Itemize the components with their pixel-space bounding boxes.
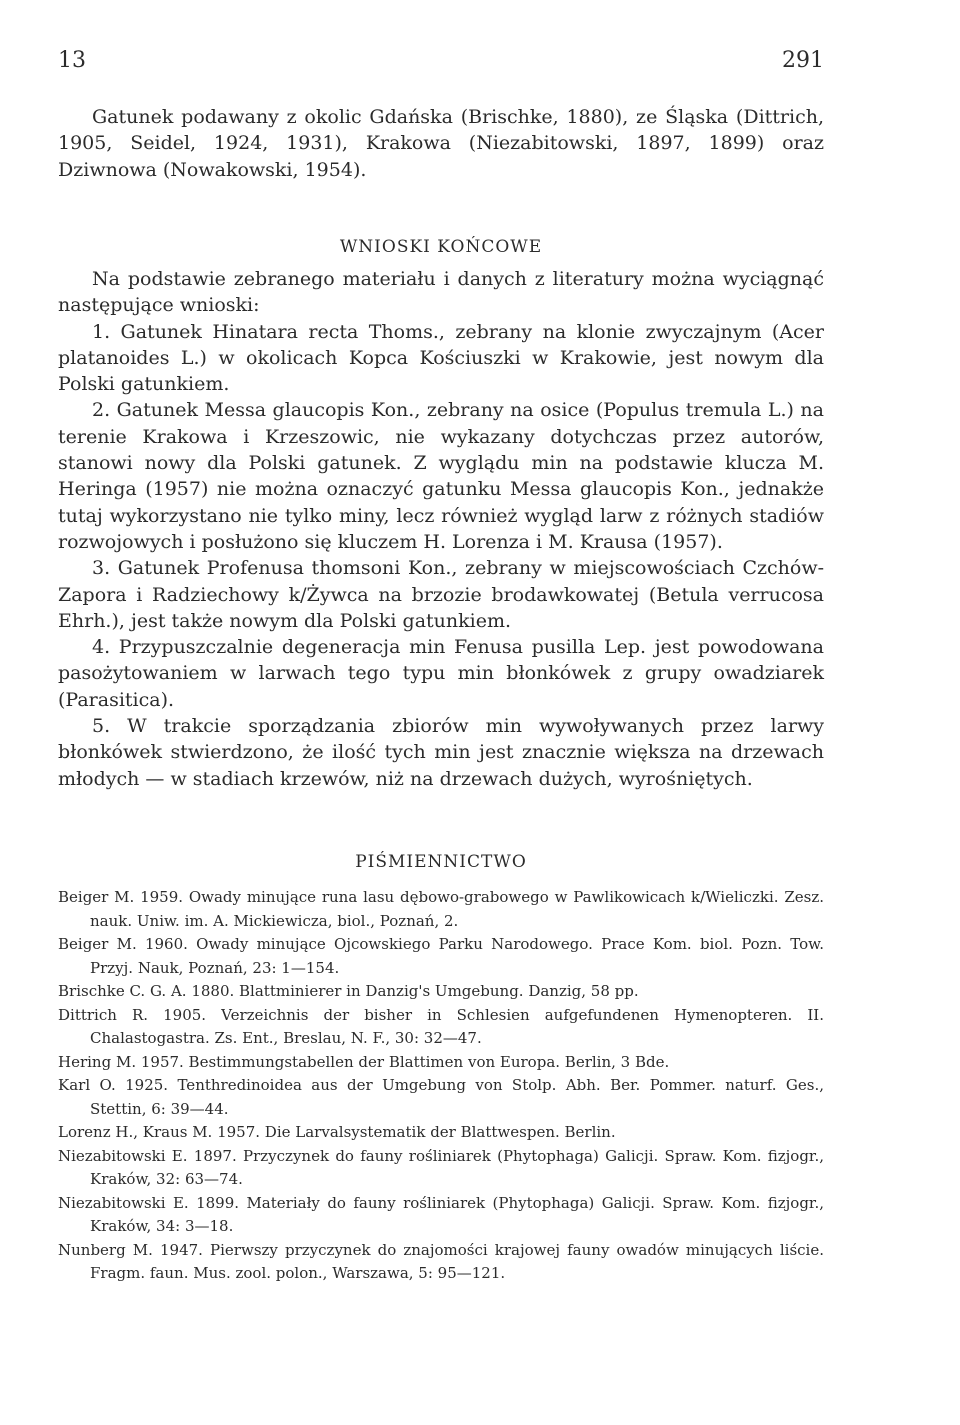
reference-item: Dittrich R. 1905. Verzeichnis der bisher in Schlesien aufgefundenen Hymenopteren. II. Chalastogastra. Zs. Ent., Breslau, N. F., 30: 32—47. [58,1005,824,1047]
reference-list [58,886,824,1286]
reference-item: Niezabitowski E. 1897. Przyczynek do fauny rośliniarek (Phytophaga) Galicji. Spraw. Kom. fizjogr., Kraków, 32: 63—74. [58,1146,824,1188]
reference-item: Niezabitowski E. 1899. Materiały do fauny rośliniarek (Phytophaga) Galicji. Spraw. Kom. fizjogr., Kraków, 34: 3—18. [58,1193,824,1235]
section-heading: WNIOSKI KOŃCOWE [339,237,543,257]
conclusion-item-5: 5. W trakcie sporządzania zbiorów min wywoływanych przez larwy błonkówek stwierdzono, że ilość tych min jest znacznie większa na drzewach młodych — w stadiach krzewów, niż na drzewach dużych, wyrośniętych. [58,715,824,790]
conclusion-item-2: 2. Gatunek Messa glaucopis Kon., zebrany na osice (Populus tremula L.) na terenie Krakowa i Krzeszowic, nie wykazany dotychczas przez autorów, stanowi nowy dla Polski gatunek. Z wyglądu min na podstawie klucza M. Heringa (1957) nie można oznaczyć gatunku Messa glaucopis Kon., jednakże tutaj wykorzystano nie tylko miny, lecz również wygląd larw z różnych stadiów rozwojowych i posłużono się kluczem H. Lorenza i M. Krausa (1957). [58,399,824,553]
intro-paragraph: Gatunek podawany z okolic Gdańska (Brischke, 1880), ze Śląska (Dittrich, 1905, Seidel, 1924, 1931), Krakowa (Niezabitowski, 1897, 1899) oraz Dziwnowa (Nowakowski, 1954). [58,106,824,181]
reference-item: Hering M. 1957. Bestimmungstabellen der Blattimen von Europa. Berlin, 3 Bde. [58,1052,670,1071]
reference-item: Nunberg M. 1947. Pierwszy przyczynek do znajomości krajowej fauny owadów minujących liście. Fragm. faun. Mus. zool. polon., Warszawa, 5: 95—121. [58,1240,824,1282]
reference-item: Karl O. 1925. Tenthredinoidea aus der Umgebung von Stolp. Abh. Ber. Pommer. naturf. Ges., Stettin, 6: 39—44. [58,1076,824,1118]
page-number-right: 291 [782,48,824,73]
reference-item: Lorenz H., Kraus M. 1957. Die Larvalsystematik der Blattwespen. Berlin. [58,1123,616,1141]
conclusion-item-1: 1. Gatunek Hinatara recta Thoms., zebrany na klonie zwyczajnym (Acer platanoides L.) w okolicach Kopca Kościuszki w Krakowie, jest nowym dla Polski gatunkiem. [58,320,824,396]
conclusion-item-4: 4. Przypuszczalnie degeneracja min Fenusa pusilla Lep. jest powodowana pasożytowaniem w larwach tego typu min błonkówek z grupy owadziarek (Parasitica). [58,636,824,711]
conclusions-block [58,266,824,792]
intro-block [58,104,824,183]
page-number-left: 13 [58,48,86,73]
reference-item: Beiger M. 1959. Owady minujące runa lasu dębowo-grabowego w Pawlikowicach k/Wieliczki. Zesz. nauk. Uniw. im. A. Mickiewicza, biol., Poznań, 2. [58,888,824,930]
bibliography-heading: PIŚMIENNICTWO [355,852,527,872]
reference-item: Beiger M. 1960. Owady minujące Ojcowskiego Parku Narodowego. Prace Kom. biol. Pozn. Tow. Przyj. Nauk, Poznań, 23: 1—154. [58,935,824,977]
reference-item: Brischke C. G. A. 1880. Blattminierer in Danzig's Umgebung. Danzig, 58 pp. [58,982,639,1000]
conclusion-item-3: 3. Gatunek Profenusa thomsoni Kon., zebrany w miejscowościach Czchów-Zapora i Radziechowy k/Żywca na brzozie brodawkowatej (Betula verrucosa Ehrh.), jest także nowym dla Polski gatunkiem. [58,557,824,632]
conclusions-lead: Na podstawie zebranego materiału i danych z literatury można wyciągnąć następujące wnioski: [58,268,824,317]
